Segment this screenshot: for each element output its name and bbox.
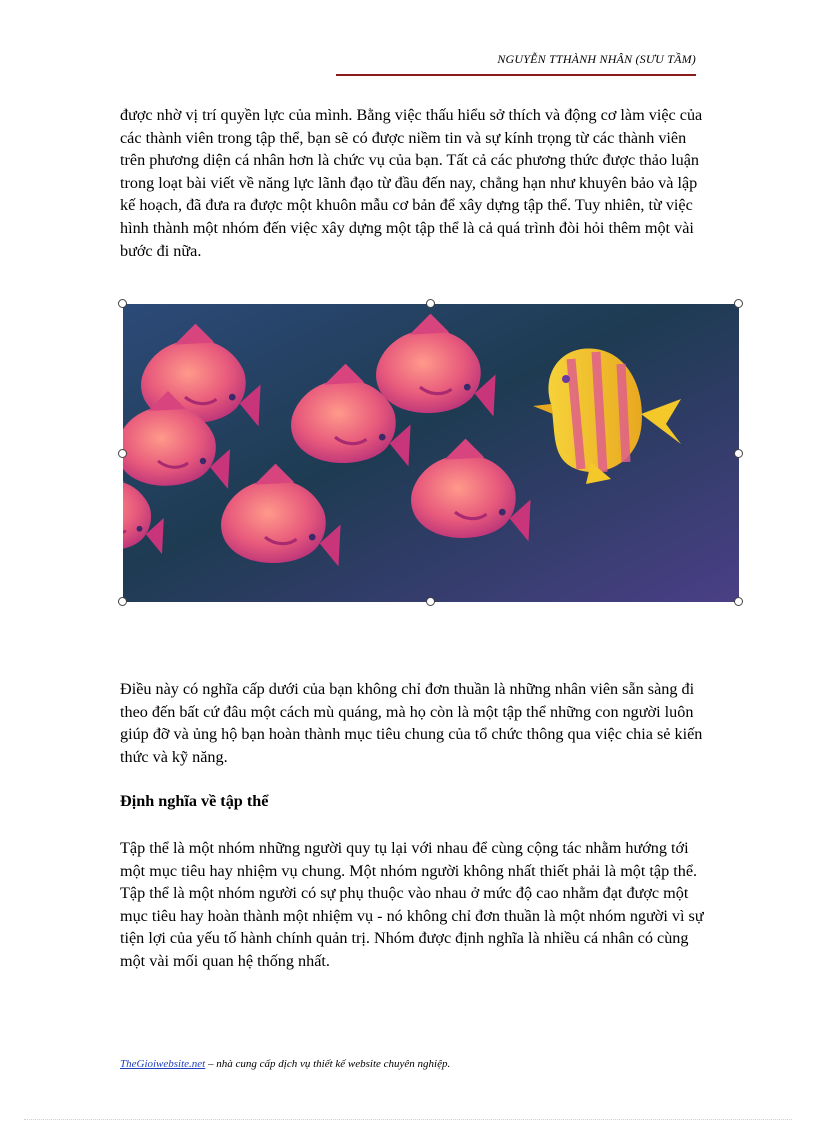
page-footer — [120, 1058, 450, 1070]
resize-handle-top-middle[interactable] — [426, 299, 435, 308]
body-paragraph-2: Điều này có nghĩa cấp dưới của bạn không chỉ đơn thuần là những nhân viên sẵn sàng đi theo đến bất cứ đâu một cách mù quáng, mà họ còn là một tập thể những con người luôn giúp đỡ và ủng hộ bạn hoàn thành mục tiêu chung của tổ chức thông qua việc chia sẻ kiến thức và kỹ năng. — [120, 680, 703, 766]
fish-image — [123, 304, 739, 602]
footer-website-link[interactable]: TheGioiwebsite.net — [120, 1058, 206, 1070]
footer-tagline: – nhà cung cấp dịch vụ thiết kế website chuyên nghiệp. — [205, 1058, 451, 1070]
resize-handle-middle-right[interactable] — [734, 449, 743, 458]
resize-handle-bottom-left[interactable] — [118, 597, 127, 606]
resize-handle-bottom-right[interactable] — [734, 597, 743, 606]
resize-handle-top-left[interactable] — [118, 299, 127, 308]
body-paragraph-3: Tập thể là một nhóm những người quy tụ lại với nhau để cùng cộng tác nhằm hướng tới một mục tiêu hay nhiệm vụ chung. Một nhóm người không nhất thiết phải là một tập thể. Tập thể là một nhóm người có sự phụ thuộc vào nhau ở mức độ cao nhằm đạt được một mục tiêu hay hoàn thành một nhiệm vụ - nó không chỉ đơn thuần là một nhóm người vì sự tiện lợi của yếu tố hành chính quản trị. Nhóm được định nghĩa là nhiều cá nhân có cùng một vài mối quan hệ thống nhất. — [120, 839, 704, 970]
resize-handle-top-right[interactable] — [734, 299, 743, 308]
header-divider — [336, 74, 696, 76]
resize-handle-middle-left[interactable] — [118, 449, 127, 458]
page-bottom-divider — [24, 1119, 792, 1120]
resize-handle-bottom-middle[interactable] — [426, 597, 435, 606]
fish-illustration[interactable] — [123, 304, 739, 602]
section-heading: Định nghĩa về tập thể — [120, 792, 269, 810]
header-author: NGUYỄN TTHÀNH NHÂN (SƯU TẦM) — [497, 52, 696, 66]
body-paragraph-1: được nhờ vị trí quyền lực của mình. Bằng việc thấu hiểu sở thích và động cơ làm việc của các thành viên trong tập thể, bạn sẽ có được niềm tin và sự kính trọng từ các thành viên trên phương diện cá nhân hơn là chức vụ của bạn. Tất cả các phương thức được thảo luận trong loạt bài viết về năng lực lãnh đạo từ đầu đến nay, chẳng hạn như khuyên bảo và lập kế hoạch, đã đưa ra được một khuôn mẫu cơ bản để xây dựng tập thể. Tuy nhiên, từ việc hình thành một nhóm đến việc xây dựng một tập thể là cả quá trình đòi hỏi thêm một vài bước đi nữa. — [120, 106, 703, 260]
